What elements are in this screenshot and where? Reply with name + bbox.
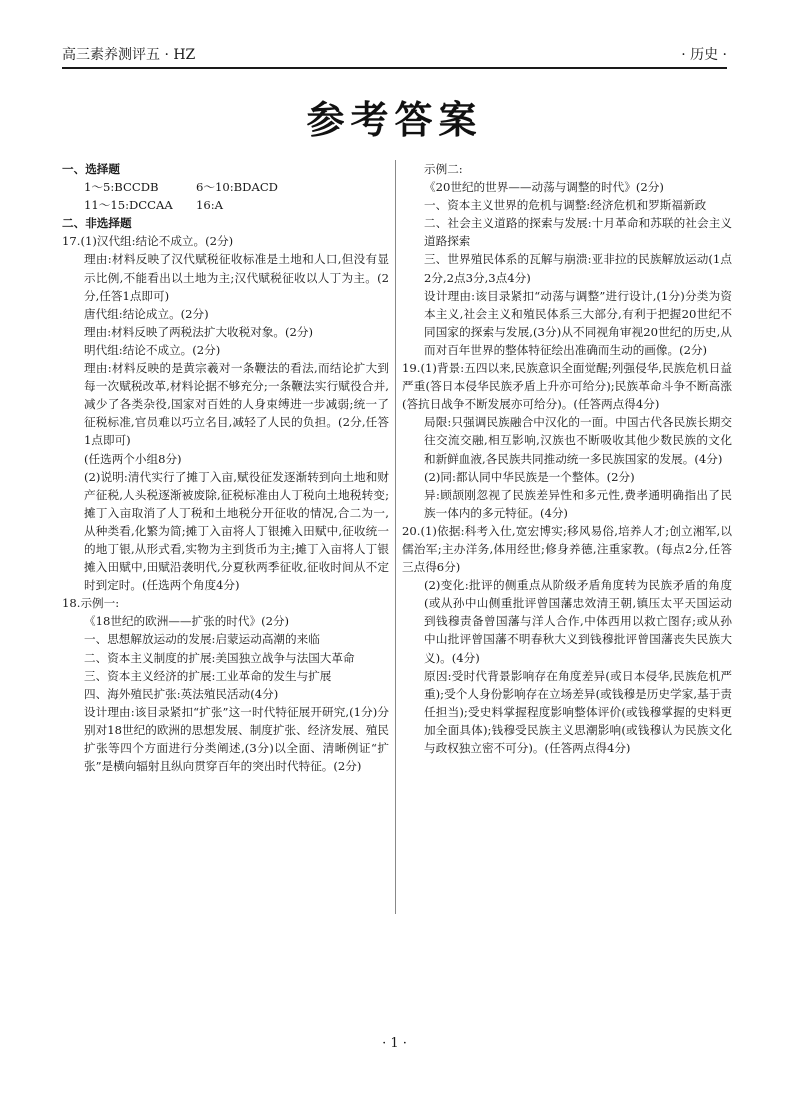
mc-answer-row <box>62 178 389 196</box>
q17-paragraph: (2)说明:清代实行了摊丁入亩,赋役征发逐渐转到向土地和财产征税,人头税逐渐被废除,征税标准由人丁税向土地税转变;摊丁入亩取消了人丁税和土地税分开征收的情况,合二为一,从种类看,化繁为简;摊丁入亩将人丁银摊入田赋中,征收统一的地丁银,从形式看,实物为主到货币为主;摊丁入亩将人丁银摊入田赋中,田赋沿袭明代,分夏秋两季征收,征收时间从不定时到定时。(任选两个角度4分) <box>84 469 389 593</box>
q18-paragraph: 《18世纪的欧洲——扩张的时代》(2分) <box>84 614 290 629</box>
mc-answer-row <box>62 196 389 214</box>
page-header <box>62 44 727 66</box>
q18-paragraph: 二、资本主义制度的扩展:美国独立战争与法国大革命 <box>84 650 355 665</box>
q18-example2-paragraph: 《20世纪的世界——动荡与调整的时代》(2分) <box>424 180 664 195</box>
q20-paragraph: (2)变化:批评的侧重点从阶级矛盾角度转为民族矛盾的角度(或从孙中山侧重批评曾国藩忠效清王朝,镇压太平天国运动到钱穆责备曾国藩与洋人合作,中体西用以救亡图存;或从孙中山批评曾国藩不明春秋大义到钱穆批评曾国藩丧失民族大义)。(4分) <box>424 578 732 665</box>
q18-line: 18.示例一: <box>62 596 120 611</box>
mc-answer: 1～5:BCCDB <box>84 180 159 195</box>
q18-example2-paragraph: 设计理由:该目录紧扣“动荡与调整”进行设计,(1分)分类为资本主义,社会主义和殖民体系三大部分,有利于把握20世纪不同国家的探索与发展,(3分)从不同视角审视20世纪的历史,从而对百年世界的整体特征绘出准确而生动的画像。(2分) <box>424 288 732 357</box>
q17-paragraph: 唐代组:结论成立。(2分) <box>84 306 209 321</box>
q17-paragraph: 明代组:结论不成立。(2分) <box>84 342 221 357</box>
q19-paragraph: 异:顾颉刚忽视了民族差异性和多元性,费孝通明确指出了民族一体内的多元特征。(4分) <box>424 487 732 520</box>
q17-paragraph: 理由:材料反映了两税法扩大收税对象。(2分) <box>84 324 314 339</box>
q18-paragraph: 三、资本主义经济的扩展:工业革命的发生与扩展 <box>84 668 332 683</box>
q18-example2-paragraph: 二、社会主义道路的探索与发展:十月革命和苏联的社会主义道路探索 <box>424 216 732 249</box>
q17-paragraph: (任选两个小组8分) <box>84 451 182 466</box>
q18-example2-line: 示例二: <box>424 162 463 176</box>
q18-paragraph: 一、思想解放运动的发展:启蒙运动高潮的来临 <box>84 632 320 647</box>
q17-paragraph: 理由:材料反映的是黄宗羲对一条鞭法的看法,而结论扩大到每一次赋税改革,材料论据不够充分;一条鞭法实行赋役合并,减少了各类杂役,国家对百姓的人身束缚进一步减弱;统一了征税标准,官员难以巧立名目,减轻了人民的负担。(2分,任答1点即可) <box>84 361 389 448</box>
header-rule <box>62 67 727 69</box>
mc-answer: 6～10:BDACD <box>196 180 278 195</box>
section-heading-choice: 一、选择题 <box>62 162 120 176</box>
q19-paragraph: 局限:只强调民族融合中汉化的一面。中国古代各民族长期交往交流交融,相互影响,汉族也不断吸收其他少数民族的文化和新鲜血液,各民族共同推动统一多民族国家的发展。(4分) <box>424 415 732 466</box>
q19-paragraph: 19.(1)背景:五四以来,民族意识全面觉醒;列强侵华,民族危机日益严重(答日本侵华民族矛盾上升亦可给分);民族革命斗争不断高涨(答抗日战争不断发展亦可给分)。(任答两点得4分) <box>402 361 732 412</box>
column-divider <box>395 160 396 914</box>
q18-paragraph: 四、海外殖民扩张:英法殖民活动(4分) <box>84 686 279 701</box>
q20-paragraph: 20.(1)依据:科考入仕,宽宏博实;移风易俗,培养人才;创立湘军,以儒治军;主办洋务,体用经世;修身养德,注重家教。(每点2分,任答三点得6分) <box>402 523 732 575</box>
page-number: · 1 · <box>382 1036 407 1051</box>
q19-paragraph: (2)同:都认同中华民族是一个整体。(2分) <box>424 469 635 484</box>
q18-example2-paragraph: 三、世界殖民体系的瓦解与崩溃:亚非拉的民族解放运动(1点2分,2点3分,3点4分) <box>424 252 732 285</box>
q17-line: 17.(1)汉代组:结论不成立。(2分) <box>62 234 234 249</box>
right-column <box>402 160 732 757</box>
mc-answer: 11～15:DCCAA <box>84 198 173 213</box>
exam-title: 高三素养测评五 · HZ <box>62 47 196 63</box>
q18-example2-paragraph: 一、资本主义世界的危机与调整:经济危机和罗斯福新政 <box>424 198 707 213</box>
q18-paragraph: 设计理由:该目录紧扣“扩张”这一时代特征展开研究,(1分)分别对18世纪的欧洲的思想发展、制度扩张、经济发展、殖民扩张等四个方面进行分类阐述,(3分)以全面、清晰例证“扩张”是横向辐射且纵向贯穿百年的突出时代特征。(2分) <box>84 704 389 774</box>
q20-paragraph: 原因:受时代背景影响存在角度差异(或日本侵华,民族危机严重);受个人身份影响存在立场差异(或钱穆是历史学家,基于责任担当);受史料掌握程度影响整体评价(或钱穆掌握的史料更加全面具体);钱穆受民族主义思潮影响(或钱穆认为民族文化与政权独立密不可分)。(任答两点得4分) <box>424 668 732 755</box>
left-column <box>62 160 389 775</box>
q17-paragraph: 理由:材料反映了汉代赋税征收标准是土地和人口,但没有显示比例,不能看出以土地为主;汉代赋税征收以人丁为主。(2分,任答1点即可) <box>84 252 389 303</box>
subject-label: · 历史 · <box>681 47 727 63</box>
mc-answer: 16:A <box>196 198 224 213</box>
page-title: 参考答案 <box>306 98 483 142</box>
section-heading-essay: 二、非选择题 <box>62 216 132 231</box>
